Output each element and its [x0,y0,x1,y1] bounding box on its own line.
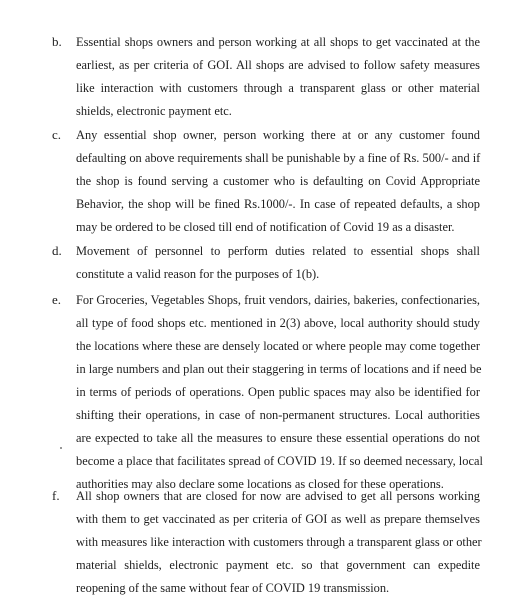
paragraph-text [76,240,480,286]
text-line: in terms of periods of operations. Open public spaces may also be identified for [76,385,480,399]
list-marker: b. [52,34,62,49]
text-line: Movement of personnel to perform duties related to essential shops shall [76,244,480,258]
text-line: material shields, electronic payment etc. so that government can expedite [76,558,480,572]
text-line: become a place that facilitates spread of COVID 19. If so deemed necessary, local [76,454,483,468]
list-marker: c. [52,127,62,142]
list-marker: d. [52,243,62,258]
scan-speck [60,447,62,449]
text-line: with measures like interaction with customers through a transparent glass or other [76,535,482,549]
text-line: all type of food shops etc. mentioned in 2(3) above, local authority should study [76,316,480,330]
text-line: shields, electronic payment etc. [76,104,232,118]
text-line: For Groceries, Vegetables Shops, fruit vendors, dairies, bakeries, confectionaries, [76,293,480,307]
paragraph-text [76,31,480,123]
text-line: Essential shops owners and person working at all shops to get vaccinated at the [76,35,480,49]
paragraph-text [76,289,483,496]
paragraph-text [76,124,480,239]
list-marker: e. [52,292,62,307]
text-line: are expected to take all the measures to ensure these essential operations do not [76,431,480,445]
text-line: Any essential shop owner, person working there at or any customer found [76,128,480,142]
text-line: shifting their operations, in case of non-permanent structures. Local authorities [76,408,480,422]
text-line: All shop owners that are closed for now are advised to get all persons working [76,489,480,503]
list-marker: f. [52,488,60,503]
paragraph-text [76,485,480,600]
text-line: like interaction with customers through a transparent glass or other material [76,81,480,95]
text-line: in large numbers and plan out their staggering in terms of locations and if need be [76,362,482,376]
text-line: may be ordered to be closed till end of notification of Covid 19 as a disaster. [76,220,455,234]
text-line: with them to get vaccinated as per criteria of GOI as well as prepare themselves [76,512,480,526]
text-line: reopening of the same without fear of COVID 19 transmission. [76,581,390,595]
text-line: constitute a valid reason for the purposes of 1(b). [76,267,320,281]
text-line: the locations where these are densely located or where people may come together [76,339,480,353]
text-line: the shop is found serving a customer who is defaulting on Covid Appropriate [76,174,480,188]
text-line: defaulting on above requirements shall be punishable by a fine of Rs. 500/- and if [76,151,481,165]
text-line: Behavior, the shop will be fined Rs.1000/-. In case of repeated defaults, a shop [76,197,480,211]
text-line: authorities may also declare some locations as closed for these operations. [76,477,444,491]
text-line: earliest, as per criteria of GOI. All shops are advised to follow safety measures [76,58,480,72]
